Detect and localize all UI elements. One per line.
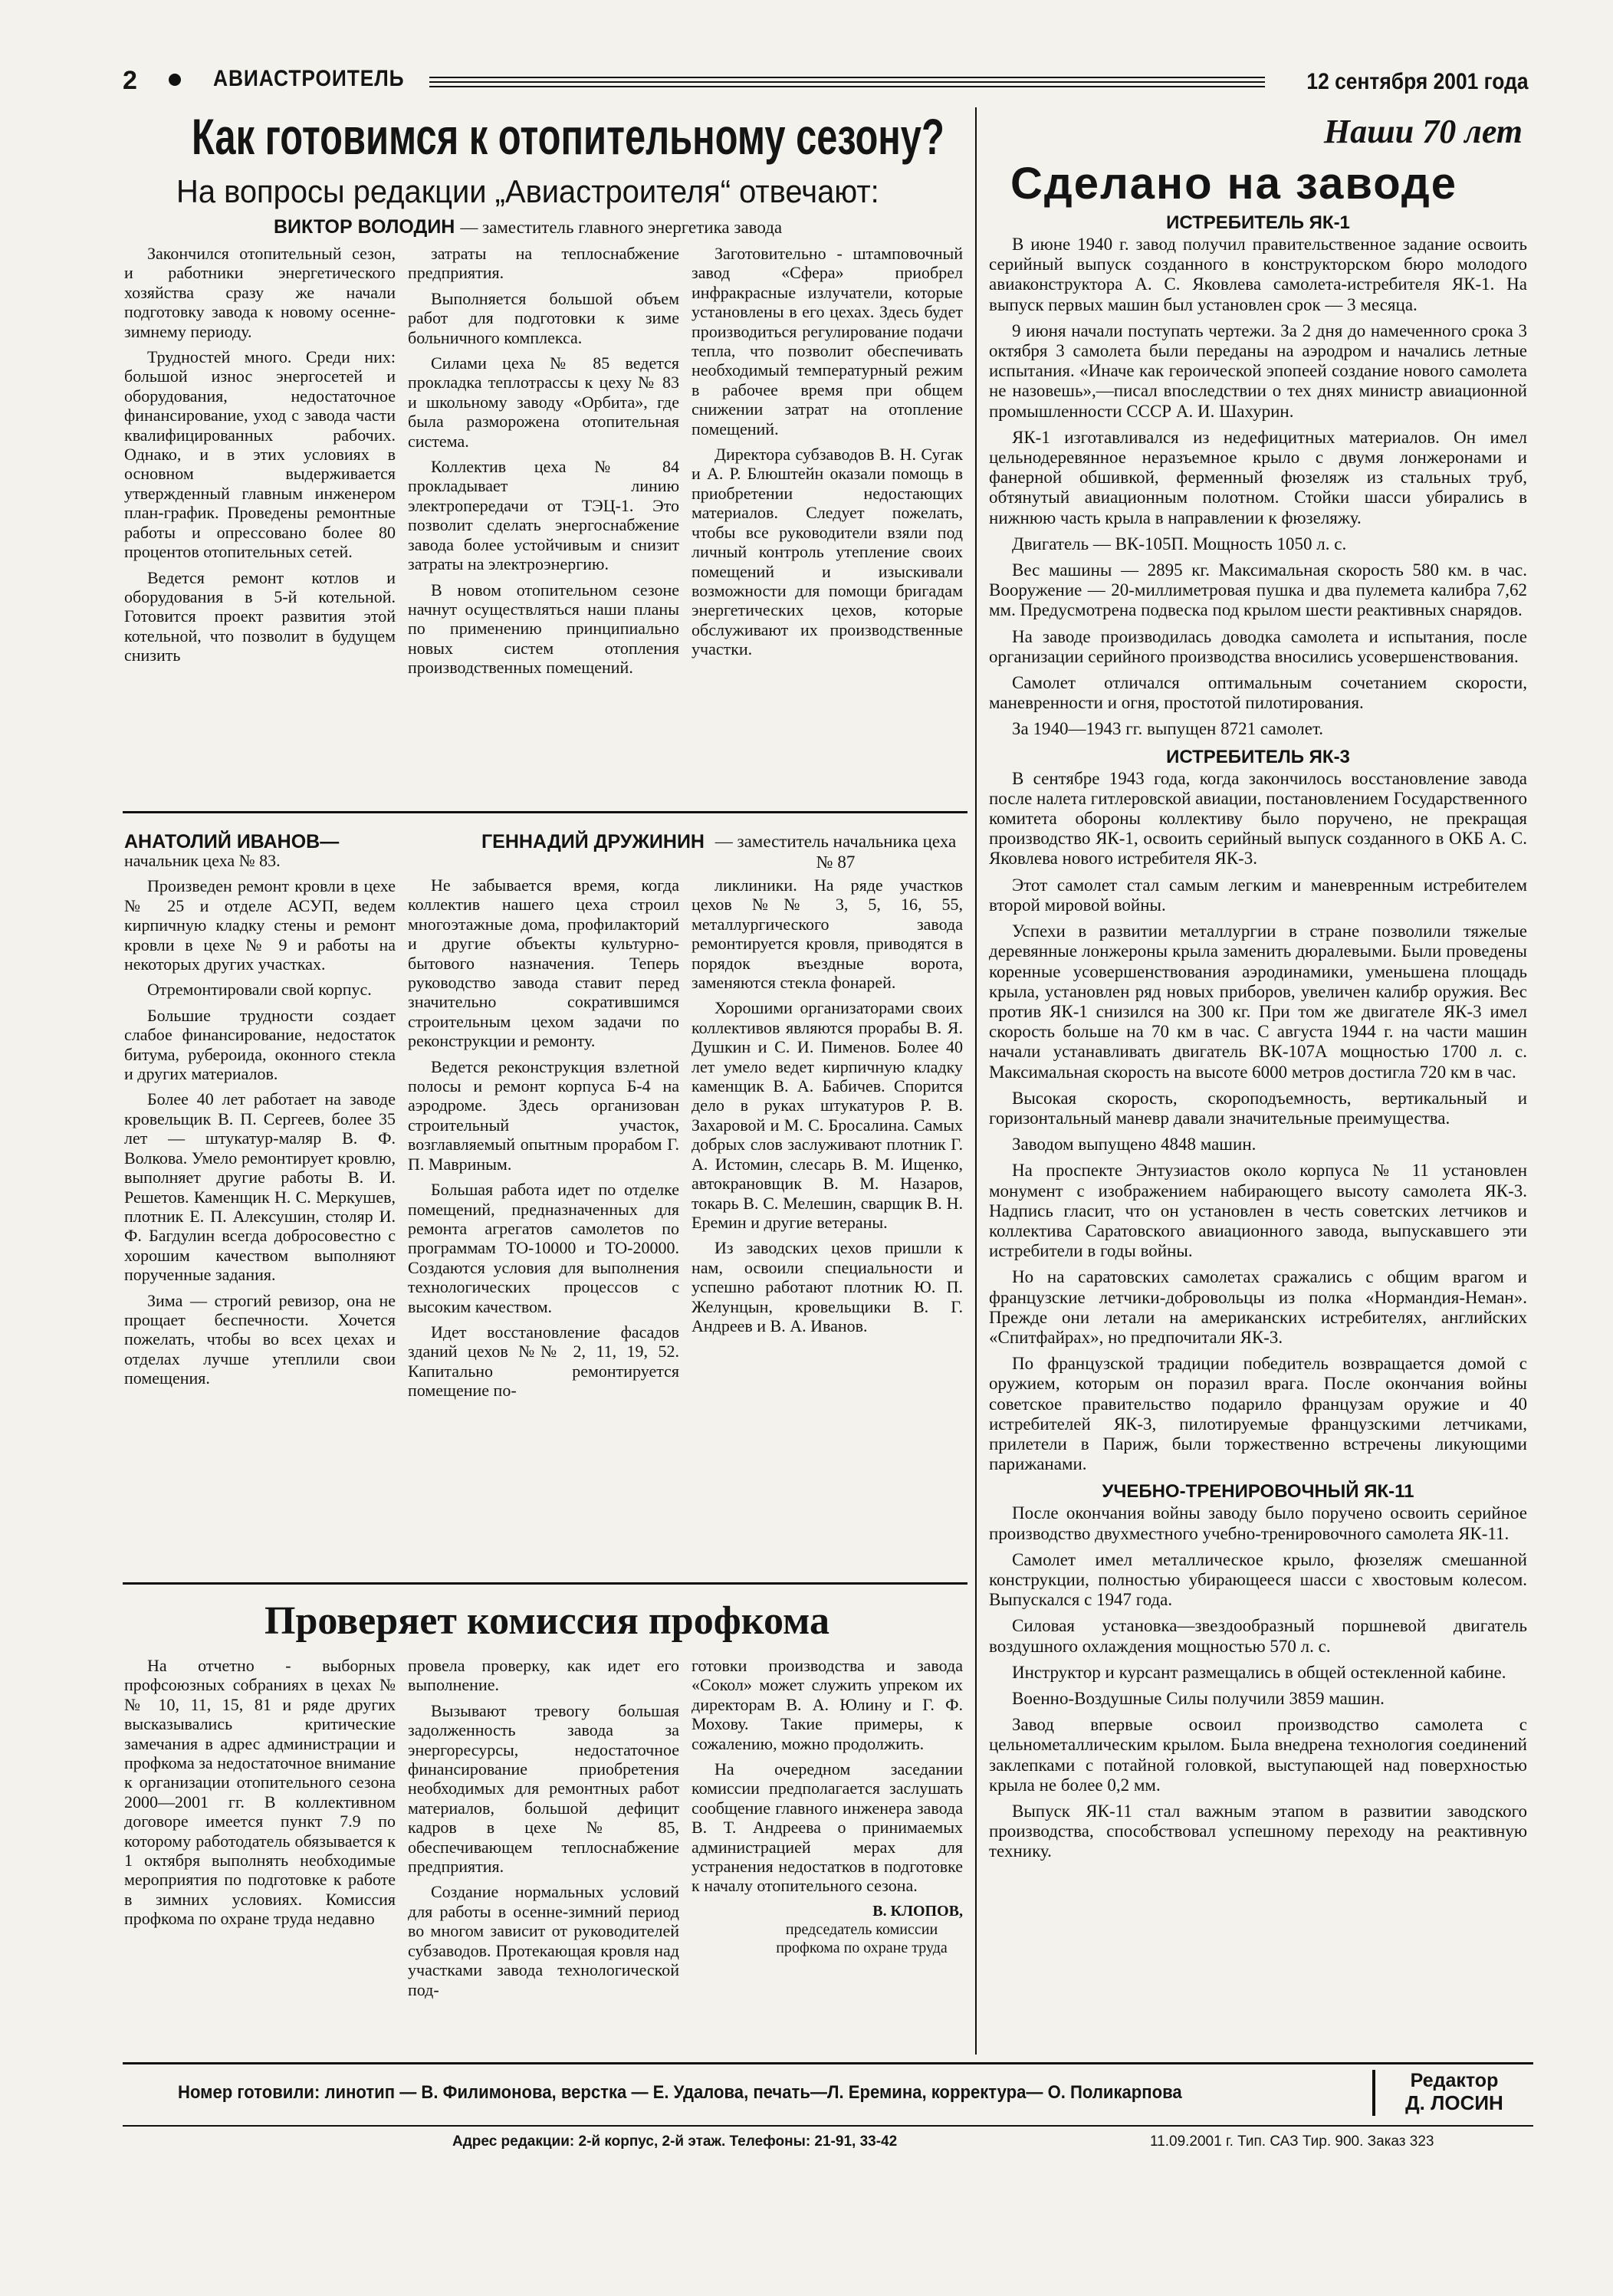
paragraph: После окончания войны заводу было поручено освоить серийное производство двухместного учебно-тренировочного самолета ЯК-11. — [989, 1503, 1527, 1543]
paragraph: Коллектив цеха № 84 прокладывает линию электропередачи от ТЭЦ-1. Это позволит сделать энергоснабжение завода более устойчивым и снизит затраты на электроэнергию. — [408, 457, 679, 574]
page-number: 2 — [123, 66, 137, 95]
section-title: УЧЕБНО-ТРЕНИРОВОЧНЫЙ ЯК-11 — [1102, 1481, 1414, 1503]
paragraph: ЯК-1 изготавливался из недефицитных материалов. Он имел цельнодеревянное неразъемное крыло с двумя лонжеронами и фанерной обшивкой, ферменный фюзеляж из стальных труб, обтянутый авиационным полотном. Стойки шасси убирались в нижнюю часть крыла в направлении к фюзеляжу. — [989, 427, 1527, 527]
paragraph: Идет восстановление фасадов зданий цехов №№ 2, 11, 19, 52. Капитально ремонтируется помещение по- — [408, 1322, 679, 1401]
respondent-name: ГЕННАДИЙ ДРУЖИНИН — [481, 831, 705, 852]
paragraph: На заводе производилась доводка самолета и испытания, после организации серийного производства вносились усовершенствования. — [989, 626, 1527, 666]
paragraph: Директора субзаводов В. Н. Сугак и А. Р. Блюштейн оказали помощь в приобретении недостающих материалов. Следует пожелать, чтобы все руководители взяли под личный контроль утепление своих помещений и изыскивали возможности для помощи бригадам энергетических цехов, которые обслуживают их производственные участки. — [692, 445, 963, 659]
text-column — [124, 244, 396, 800]
paragraph: В новом отопительном сезоне начнут осуществляться наши планы по применению принципиально новых систем отопления производственных помещений. — [408, 580, 679, 678]
paragraph: Выполняется большой объем работ для подготовки к зиме больничного комплекса. — [408, 288, 679, 347]
paragraph: Силами цеха № 85 ведется прокладка теплотрассы к цеху № 83 и школьному заводу «Орбита», где была разморожена отопительная система. — [408, 353, 679, 451]
respondent-role: начальник цеха № 83. — [124, 851, 281, 870]
section-rule — [123, 811, 967, 813]
paragraph: Закончился отопительный сезон, и работники энергетического хозяйства сразу же начали подготовку завода к новому осенне-зимнему периоду. — [124, 244, 396, 341]
paragraph: Успехи в развитии металлургии в стране позволили тяжелые деревянные лонжероны крыла заменить дюралевыми. Были проведены коренные усовершенствования аэродинамики, уменьшена площадь крыла, установлен ряд новых приборов, увеличен калибр оружия. Вес против ЯК-1 снизился на 300 кг. При том же двигателе ЯК-3 имел скорость больше на 70 км в час. С августа 1944 г. на части машин начали устанавливать двигатель ВК-107А мощностью 1700 л. с. Максимальная скорость на высоте 6000 метров достигла 720 км в час. — [989, 921, 1527, 1082]
respondent-name: ВИКТОР ВОЛОДИН — [274, 216, 455, 238]
paragraph: Вызывают тревогу большая задолженность завода за энергоресурсы, недостаточное финансирование приобретения необходимых для ремонтных работ материалов, большой дефицит кадров в цехе № 85, обеспечивающем теплоснабжение предприятия. — [408, 1700, 679, 1877]
paragraph: Двигатель — ВК-105П. Мощность 1050 л. с. — [1012, 534, 1347, 553]
article-subheadline: На вопросы редакции „Авиастроителя“ отвечают: — [176, 173, 879, 209]
article-headline: Сделано на заводе — [1010, 159, 1457, 209]
paragraph: Вес машины — 2895 кг. Максимальная скорость 580 км. в час. Вооружение — 20-миллиметровая пушка и два пулемета калибра 7,62 мм. Предусмотрена подвеска под крылом шести реактивных снарядов. — [989, 560, 1527, 620]
paragraph: Заводом выпущено 4848 машин. — [1012, 1135, 1257, 1155]
paragraph: За 1940—1943 гг. выпущен 8721 самолет. — [1012, 719, 1324, 739]
rubric-label: Наши 70 лет — [1323, 113, 1523, 150]
paragraph: По французской традиции победитель возвращается домой с оружием, которым он поразил врага. После окончания войны советское правительство подарило французам оружие и 40 истребителей ЯК-3, пилотируемые французскими летчиками, прилетели в Париж, были торжественно встречены ликующими парижанами. — [989, 1354, 1527, 1474]
paragraph: Самолет отличался оптимальным сочетанием скорости, маневренности и огня, простотой пилотирования. — [989, 673, 1527, 713]
paragraph: Отремонтировали свой корпус. — [147, 980, 372, 1000]
signature-role: председатель комиссии профкома по охране труда — [776, 1920, 948, 1956]
paragraph: На отчетно - выборных профсоюзных собраниях в цехах №№ 10, 11, 15, 81 и ряде других высказывались критические замечания в адрес администрации и профкома за недостаточное внимание к организации отопительного сезона 2000—2001 гг. В коллективном договоре имеется пункт 7.9 по которому работодатель обязывается к 1 октября выполнять необходимые мероприятия по подготовке к работе в зимних условиях. Комиссия профкома по охране труда недавно — [124, 1656, 396, 1929]
respondent-byline — [481, 831, 705, 853]
paragraph: Ведется реконструкция взлетной полосы и ремонт корпуса Б-4 на аэродроме. Здесь организован строительный участок, возглавляемый опытным прорабом Г. П. Мавриным. — [408, 1056, 679, 1174]
paragraph: провела проверку, как идет его выполнение. — [408, 1656, 679, 1695]
footer-rule — [123, 2125, 1533, 2127]
paragraph: Зима — строгий ревизор, она не прощает беспечности. Хочется пожелать, чтобы во всех цехах и отделах лучше утеплили свои помещения. — [124, 1290, 396, 1388]
text-column — [408, 875, 679, 1573]
editor-divider — [1372, 2070, 1375, 2116]
masthead-bullet — [169, 74, 181, 86]
paragraph: Заготовительно - штамповочный завод «Сфера» приобрел инфракрасные излучатели, которые установлены в его цехах. Здесь будет производиться регулирование подачи тепла, что позволит обеспечивать необходимый температурный режим в рабочее время при общем снижении затрат на отопление помещений. — [692, 244, 963, 439]
editor-label: Редактор — [1410, 2070, 1499, 2091]
publication-name: АВИАСТРОИТЕЛЬ — [213, 66, 405, 91]
paragraph: Создание нормальных условий для работы в осенне-зимний период во многом зависит от руководителей субзаводов. Протекающая кровля над участками завода технологической под- — [408, 1882, 679, 1999]
paragraph: На проспекте Энтузиастов около корпуса № 11 установлен монумент с изображением набирающего высоту самолета ЯК-3. Надпись гласит, что он установлен в честь советских летчиков и коллектива Саратовского авиационного завода, выпускавшего эти истребители в годы войны. — [989, 1161, 1527, 1261]
paragraph: Трудностей много. Среди них: большой износ энергосетей и оборудования, недостаточное финансирование, уход с завода части квалифицированных рабочих. Однако, и в этих условиях в основном выдерживается утвержденный главным инженером план-график. Проведены ремонтные работы и опрессовано более 80 процентов отопительных сетей. — [124, 347, 396, 562]
paragraph: затраты на теплоснабжение предприятия. — [408, 244, 679, 283]
masthead-rule — [429, 81, 1265, 83]
issue-date: 12 сентября 2001 года — [1306, 69, 1529, 94]
paragraph: Этот самолет стал самым легким и маневренным истребителем второй мировой войны. — [989, 875, 1527, 915]
article-headline: Как готовимся к отопительному сезону? — [192, 108, 944, 165]
paragraph: Выпуск ЯК-11 стал важным этапом в развитии заводского производства, способствовал успешному переходу на реактивную технику. — [989, 1802, 1527, 1861]
paragraph: ликлиники. На ряде участков цехов №№ 3, 5, 16, 55, металлургического завода ремонтируется кровля, приводятся в порядок въездные ворота, заменяются стекла фонарей. — [692, 875, 963, 993]
article-headline: Проверяет комиссия профкома — [264, 1599, 830, 1643]
paragraph: Хорошими организаторами своих коллективов являются прорабы В. Я. Душкин и С. И. Пименов. Более 40 лет умело ведет кирпичную кладку каменщик В. А. Бабичев. Спорится дело в руках штукатуров Р. В. Захаровой и М. С. Бросалина. Самых добрых слов заслуживают плотник Г. А. Истомин, слесарь В. М. Ищенко, автокрановщик В. М. Назаров, токарь В. С. Мелешин, сварщик В. Н. Еремин и другие ветераны. — [692, 998, 963, 1232]
masthead-rule — [429, 77, 1265, 78]
respondent-byline — [274, 216, 782, 238]
paragraph: Инструктор и курсант размещались в общей остекленной кабине. — [1012, 1662, 1506, 1682]
paragraph: Не забывается время, когда коллектив нашего цеха строил многоэтажные дома, профилакторий и другие объекты культурно-бытового назначения. Теперь руководство завода ставит перед значительно сократившимся строительным цехом задачи по реконструкции и ремонту. — [408, 875, 679, 1051]
print-imprint: 11.09.2001 г. Тип. САЗ Тир. 900. Заказ 323 — [1150, 2133, 1434, 2150]
text-column — [124, 1656, 396, 2055]
paragraph: Ведется ремонт котлов и оборудования в 5-й котельной. Готовится проект развития этой котельной, что позволит в будущем снизить — [124, 567, 396, 665]
paragraph: Высокая скорость, скороподъемность, вертикальный и горизонтальный маневр давали значительные преимущества. — [989, 1088, 1527, 1128]
paragraph: В сентябре 1943 года, когда закончилось восстановление завода после налета гитлеровской авиации, постановлением Государственного комитета обороны коллективу было поручено, не прекращая производство ЯК-1, освоить серийный выпуск созданного в ОКБ А. С. Яковлева нового истребителя ЯК-3. — [989, 768, 1527, 869]
issue-credits: Номер готовили: линотип — В. Филимонова, верстка — Е. Удалова, печать—Л. Еремина, корректура— О. Поликарпова — [178, 2082, 1182, 2103]
text-column — [692, 1656, 963, 2055]
paragraph: Но на саратовских самолетах сражались с общим врагом и французские летчики-добровольцы из полка «Нормандия-Неман». Прежде они летали на американских истребителях, английских «Спитфайрах», но предпочитали ЯК-3. — [989, 1267, 1527, 1347]
masthead-rule — [429, 86, 1265, 87]
paragraph: Большие трудности создает слабое финансирование, недостаток битума, рубероида, оконного стекла и других материалов. — [124, 1005, 396, 1084]
paragraph: Из заводских цехов пришли к нам, освоили специальности и успешно работают плотник Ю. П. Желунцын, кровельщики В. Г. Андреев и В. А. Иванов. — [692, 1238, 963, 1335]
paragraph: Завод впервые освоил производство самолета с цельнометаллическим крылом. Была внедрена технология соединений заклепками с потайной головкой, выступающей над поверхностью крыла не более 0,2 мм. — [989, 1715, 1527, 1795]
paragraph: Самолет имел металлическое крыло, фюзеляж смешанной конструкции, полностью убирающееся шасси с хвостовым колесом. Выпускался с 1947 года. — [989, 1549, 1527, 1610]
respondent-role: — заместитель главного энергетика завода — [460, 218, 783, 237]
paragraph: Произведен ремонт кровли в цехе № 25 и отделе АСУП, ведем кирпичную кладку стены и ремонт кровли в цехе № 9 и работы на некоторых других участках. — [124, 876, 396, 974]
paragraph: На очередном заседании комиссии предполагается заслушать сообщение главного инженера завода В. Т. Андреева о принимаемых администрацией мерах для устранения недостатков в подготовке к началу отопительного сезона. — [692, 1759, 963, 1896]
text-column — [408, 1656, 679, 2055]
paragraph: Военно-Воздушные Силы получили 3859 машин. — [1012, 1689, 1385, 1708]
respondent-role: — заместитель начальника цеха № 87 — [715, 832, 957, 872]
footer-rule — [123, 2062, 1533, 2064]
section-title: ИСТРЕБИТЕЛЬ ЯК-1 — [1166, 212, 1350, 233]
column-rule — [975, 107, 977, 2055]
text-column — [124, 851, 396, 1572]
paragraph: В июне 1940 г. завод получил правительственное задание освоить серийный выпуск созданного в конструкторском бюро молодого авиаконструктора А. С. Яковлева самолета-истребителя ЯК-1. На выпуск первых машин был установлен срок — 3 месяца. — [989, 235, 1527, 314]
editorial-address: Адрес редакции: 2-й корпус, 2-й этаж. Телефоны: 21-91, 33-42 — [452, 2133, 898, 2150]
respondent-name: АНАТОЛИЙ ИВАНОВ— — [124, 831, 340, 852]
section-title: ИСТРЕБИТЕЛЬ ЯК-3 — [1166, 746, 1350, 767]
text-column — [408, 244, 679, 800]
paragraph: Силовая установка—звездообразный поршневой двигатель воздушного охлаждения мощностью 570 л. с. — [989, 1616, 1527, 1656]
paragraph: Большая работа идет по отделке помещений, предназначенных для ремонта агрегатов самолетов по программам ТО-10000 и ТО-20000. Создаются условия для выполнения технологических процессов с высоким качеством. — [408, 1180, 679, 1316]
text-column — [692, 875, 963, 1573]
paragraph: готовки производства и завода «Сокол» может служить упреком их директорам В. А. Юлину и Г. Ф. Мохову. Такие примеры, к сожалению, можно продолжить. — [692, 1656, 963, 1753]
text-column — [989, 212, 1527, 2051]
section-rule — [123, 1582, 967, 1585]
signature-name: В. КЛОПОВ, — [872, 1902, 963, 1920]
paragraph: Более 40 лет работает на заводе кровельщик В. П. Сергеев, более 35 лет — штукатур-маляр В. Ф. Волкова. Умело ремонтирует кровлю, выполняет другие работы В. И. Решетов. Каменщик Н. С. Меркушев, плотник Е. П. Алексушин, столяр И. Ф. Багдулин всегда добросовестно с хорошим качеством выполняют порученные задания. — [124, 1089, 396, 1285]
paragraph: 9 июня начали поступать чертежи. За 2 дня до намеченного срока 3 октября 3 самолета были переданы на аэродром и начались летные испытания. «Иначе как героической эпопеей создание нового самолета не назовешь»,—писал впоследствии о тех днях министр авиационной промышленности СССР А. И. Шахурин. — [989, 320, 1527, 421]
editor-name: Д. ЛОСИН — [1405, 2091, 1503, 2114]
text-column — [692, 244, 963, 800]
